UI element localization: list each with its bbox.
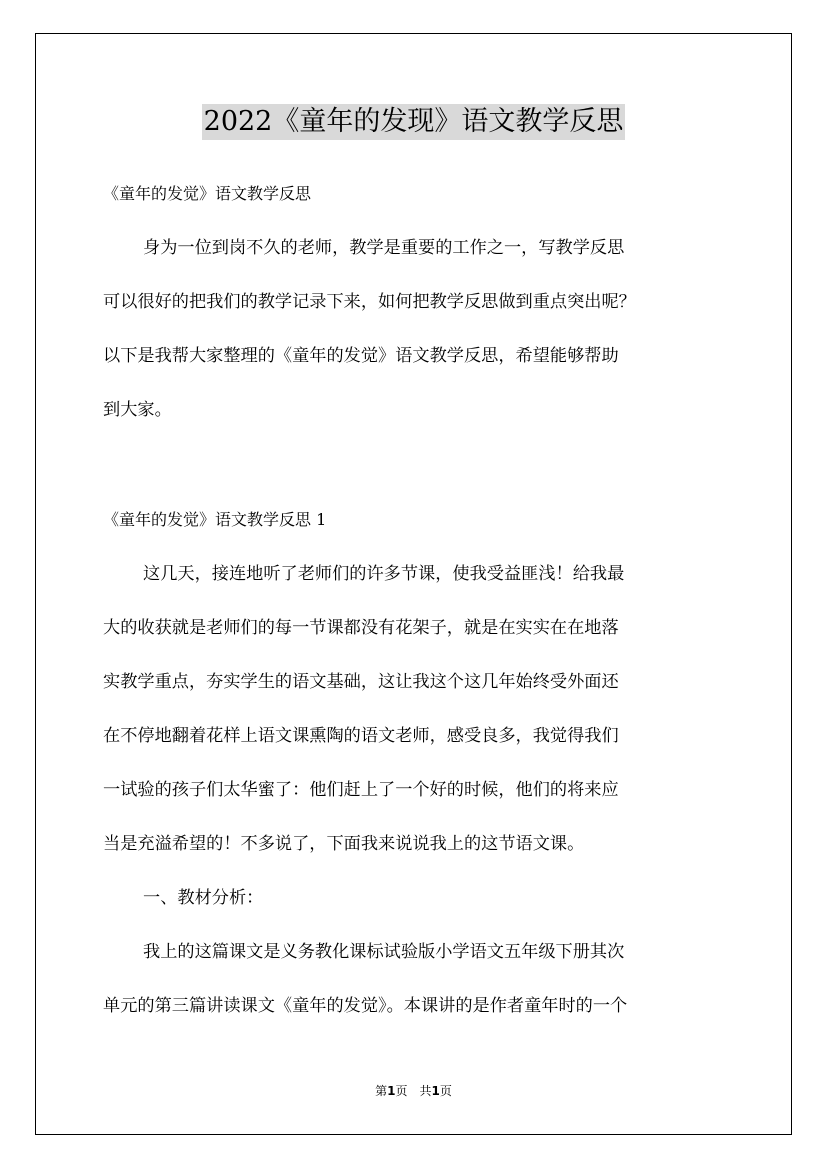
paragraph-line: 我上的这篇课文是义务教化课标试验版小学语文五年级下册其次 bbox=[143, 942, 625, 962]
footer-mid: 页 共 bbox=[395, 1084, 432, 1098]
footer-suffix: 页 bbox=[439, 1084, 452, 1098]
page-footer bbox=[0, 1083, 827, 1099]
paragraph-line: 可以很好的把我们的教学记录下来，如何把教学反思做到重点突出呢？ bbox=[103, 292, 636, 312]
paragraph-line: 当是充溢希望的！不多说了，下面我来说说我上的这节语文课。 bbox=[103, 834, 585, 854]
footer-total-pages: 1 bbox=[431, 1084, 440, 1098]
paragraph-line: 大的收获就是老师们的每一节课都没有花架子，就是在实实在在地落 bbox=[103, 618, 619, 638]
footer-current-page: 1 bbox=[387, 1084, 396, 1098]
paragraph-line: 一试验的孩子们太华蜜了：他们赶上了一个好的时候，他们的将来应 bbox=[103, 780, 619, 800]
footer-prefix: 第 bbox=[375, 1084, 388, 1098]
paragraph-line: 在不停地翻着花样上语文课熏陶的语文老师，感受良多，我觉得我们 bbox=[103, 726, 619, 746]
document-title: 2022《童年的发现》语文教学反思 bbox=[202, 104, 626, 140]
section-heading: 《童年的发觉》语文教学反思 1 bbox=[103, 510, 327, 529]
paragraph-line: 实教学重点，夯实学生的语文基础，这让我这个这几年始终受外面还 bbox=[103, 672, 619, 692]
paragraph-line: 单元的第三篇讲读课文《童年的发觉》。本课讲的是作者童年时的一个 bbox=[103, 996, 628, 1016]
paragraph-line: 以下是我帮大家整理的《童年的发觉》语文教学反思，希望能够帮助 bbox=[103, 346, 619, 366]
title-wrap bbox=[0, 104, 827, 140]
paragraph-line: 身为一位到岗不久的老师，教学是重要的工作之一，写教学反思 bbox=[143, 238, 625, 258]
intro-heading: 《童年的发觉》语文教学反思 bbox=[103, 184, 312, 203]
subheading: 一、教材分析： bbox=[143, 888, 264, 908]
paragraph-line: 这几天，接连地听了老师们的许多节课，使我受益匪浅！给我最 bbox=[143, 564, 625, 584]
paragraph-line: 到大家。 bbox=[103, 400, 172, 420]
